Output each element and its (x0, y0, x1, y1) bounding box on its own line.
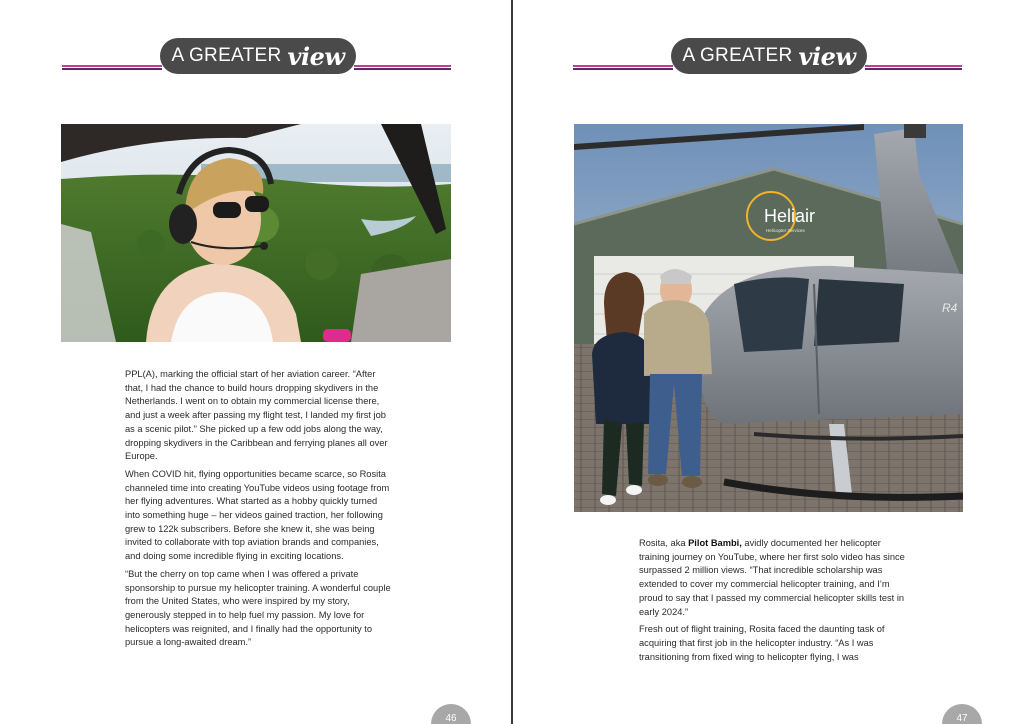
paragraph: “But the cherry on top came when I was offered a private sponsorship to pursue my helicopter training. A wonderful couple from the United States, who were inspired by my story, generously stepped in to help fuel my passion. My love for helicopters was reignited, and I finally had the opportunity to pursue a long-awaited dream.” (125, 568, 391, 648)
header-rule (573, 65, 673, 67)
page-number: 46 (431, 704, 471, 724)
header-rule (354, 65, 451, 67)
hangar-logo-text: Heliair (764, 206, 816, 226)
section-header (573, 38, 962, 74)
left-page (0, 0, 511, 724)
text-run: Rosita, aka (639, 538, 689, 548)
paragraph: When COVID hit, flying opportunities became scarce, so Rosita channeled time into creating YouTube videos using footage from her flying adventures. What started as a hobby quickly turned into something huge – her videos gained traction, her following grew to 122k subscribers. Before she knew it, she was being invited to collaborate with top aviation brands and companies, and doing some incredible flying in exciting locations. (125, 468, 390, 562)
header-prefix: A GREATER (682, 45, 793, 66)
header-rule (865, 68, 962, 70)
header-badge (160, 38, 356, 74)
header-rule (865, 65, 962, 67)
page-number: 47 (942, 704, 982, 724)
header-emphasis: view (798, 41, 856, 71)
paragraph (639, 537, 907, 619)
header-rule (62, 68, 162, 70)
header-rule (354, 68, 451, 70)
helicopter-photo (574, 124, 963, 512)
section-header (62, 38, 451, 74)
header-prefix: A GREATER (171, 45, 282, 66)
header-emphasis: view (287, 41, 345, 71)
header-rule (62, 65, 162, 67)
paragraph: PPL(A), marking the official start of her aviation career. “After that, I had the chance to build hours dropping skydivers in the Netherlands. I went on to obtain my commercial license there, and just a week after passing my flight test, I landed my first job as a scenic pilot.” She picked up a few odd jobs along the way, dropping skydivers in the Caribbean and ferrying planes all over Europe. (125, 369, 388, 462)
hangar-logo-tagline: Helicopter Services (766, 228, 805, 233)
article-body-right (639, 537, 907, 668)
pilot-name: Pilot Bambi, (688, 538, 742, 548)
text-run: avidly documented her helicopter training journey on YouTube, where her first solo video has since surpassed 2 million views. “That incredible scholarship was extended to cover my commercial helicopter training, and I’m proud to say that I passed my commercial helicopter skills test in early 2024.” (639, 538, 905, 617)
paragraph: Fresh out of flight training, Rosita faced the daunting task of acquiring that first job in the helicopter industry. “As I was transitioning from fixed wing to helicopter flying, I was (639, 624, 885, 662)
header-badge (671, 38, 867, 74)
tail-number: R4 (942, 301, 958, 315)
header-rule (573, 68, 673, 70)
article-body-left (125, 368, 393, 654)
cockpit-photo (61, 124, 451, 342)
right-page (513, 0, 1024, 724)
